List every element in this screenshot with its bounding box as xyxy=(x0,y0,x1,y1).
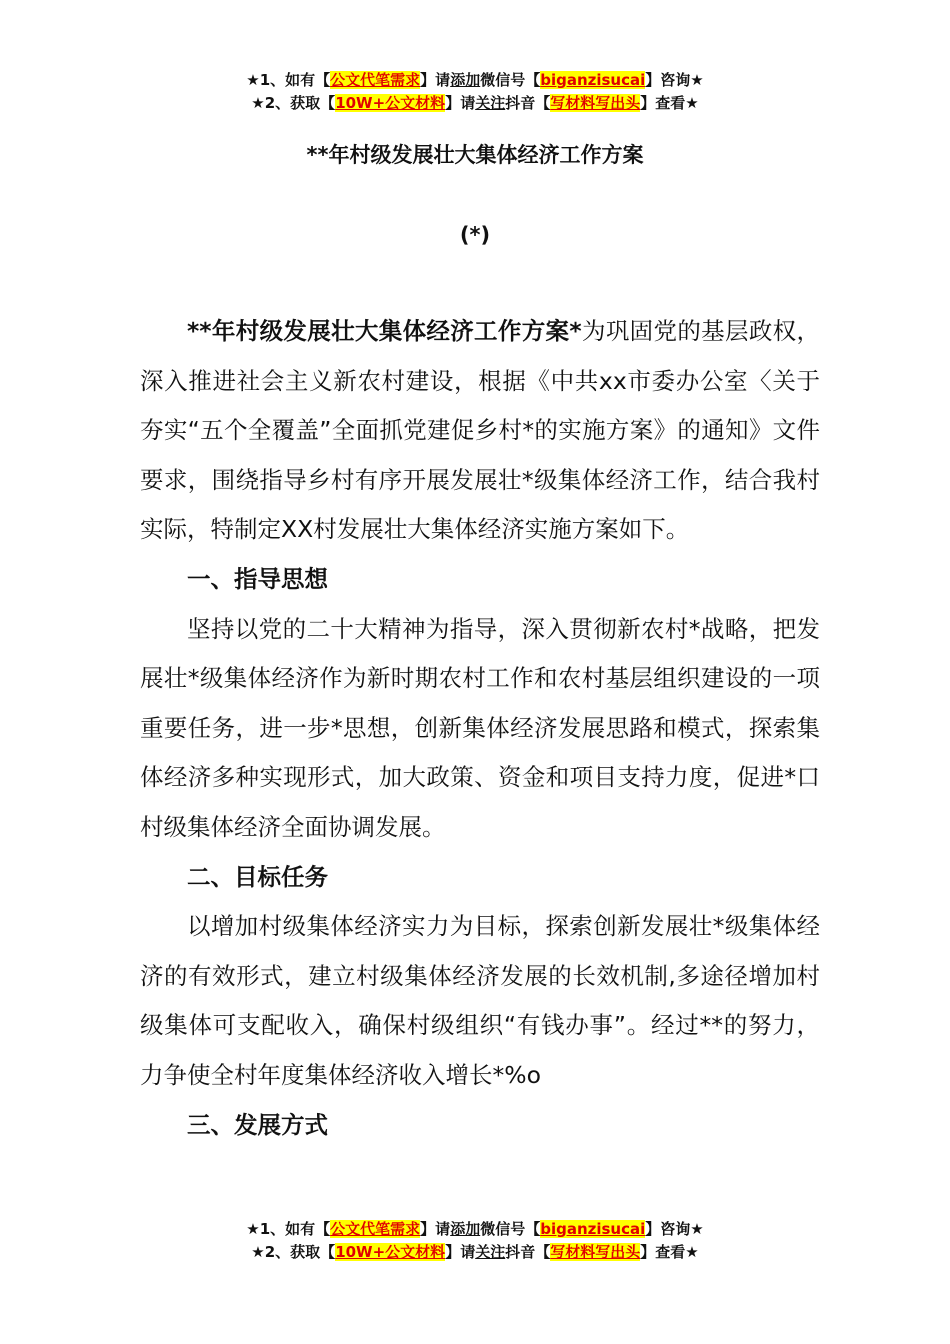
promo-text: 抖音【 xyxy=(505,94,551,112)
intro-text: 为巩固党的基层政权，深入推进社会主义新农村建设，根据《中共xx市委办公室〈关于夯实“五个全覆盖”全面抓党建促乡村*的实施方案》的通知》文件要求，围绕指导乡村有序开展发展壮*级集体经济工作，结合我村实际，特制定XX村发展壮大集体经济实施方案如下。 xyxy=(140,317,821,544)
promo-text: 】请 xyxy=(445,1243,476,1261)
document-subtitle: (*) xyxy=(459,223,491,247)
promo-line-1 xyxy=(0,69,950,92)
promo-text: ★2、获取【 xyxy=(251,94,336,112)
promo-banner-bottom xyxy=(0,1218,950,1264)
promo-highlight: 10W+公文材料 xyxy=(335,1243,446,1261)
promo-text: 抖音【 xyxy=(505,1243,551,1261)
promo-text: 】请 xyxy=(420,71,451,89)
promo-text: ★1、如有【 xyxy=(246,71,331,89)
document-title: **年村级发展壮大集体经济工作方案 xyxy=(306,143,644,167)
section-paragraph: 以增加村级集体经济实力为目标，探索创新发展壮*级集体经济的有效形式，建立村级集体经济发展的长效机制,多途径增加村级集体可支配收入，确保村级组织“有钱办事”。经过**的努力，力争使全村年度集体经济收入增长*%o xyxy=(140,912,820,1089)
promo-text: 】查看★ xyxy=(640,1243,699,1261)
promo-highlight: 10W+公文材料 xyxy=(335,94,446,112)
promo-text: ★1、如有【 xyxy=(246,1220,331,1238)
promo-highlight: 写材料写出头 xyxy=(550,1243,641,1261)
promo-banner-top xyxy=(0,69,950,115)
promo-underline: 关注 xyxy=(475,94,506,112)
document-body xyxy=(140,307,820,1150)
section-heading: 一、指导思想 xyxy=(187,564,328,593)
promo-highlight: biganzisucai xyxy=(540,1220,646,1238)
promo-line-2 xyxy=(0,92,950,115)
intro-bold: **年村级发展壮大集体经济工作方案* xyxy=(187,317,582,345)
promo-underline: 添加 xyxy=(450,1220,481,1238)
section-heading: 三、发展方式 xyxy=(187,1110,328,1139)
promo-highlight: 公文代笔需求 xyxy=(330,71,421,89)
promo-highlight: 公文代笔需求 xyxy=(330,1220,421,1238)
promo-underline: 添加 xyxy=(450,71,481,89)
intro-paragraph xyxy=(140,307,820,555)
promo-text: 微信号【 xyxy=(480,1220,541,1238)
promo-text: 】咨询★ xyxy=(645,71,704,89)
promo-highlight: biganzisucai xyxy=(540,71,646,89)
promo-text: 】请 xyxy=(445,94,476,112)
promo-line-1 xyxy=(0,1218,950,1241)
promo-text: 】请 xyxy=(420,1220,451,1238)
section-heading: 二、目标任务 xyxy=(187,862,328,891)
promo-text: 微信号【 xyxy=(480,71,541,89)
promo-highlight: 写材料写出头 xyxy=(550,94,641,112)
promo-line-2 xyxy=(0,1241,950,1264)
promo-text: ★2、获取【 xyxy=(251,1243,336,1261)
promo-text: 】查看★ xyxy=(640,94,699,112)
promo-text: 】咨询★ xyxy=(645,1220,704,1238)
promo-underline: 关注 xyxy=(475,1243,506,1261)
section-paragraph: 坚持以党的二十大精神为指导，深入贯彻新农村*战略，把发展壮*级集体经济作为新时期农村工作和农村基层组织建设的一项重要任务，进一步*思想，创新集体经济发展思路和模式，探索集体经济多种实现形式，加大政策、资金和项目支持力度，促进*口村级集体经济全面协调发展。 xyxy=(140,614,820,841)
